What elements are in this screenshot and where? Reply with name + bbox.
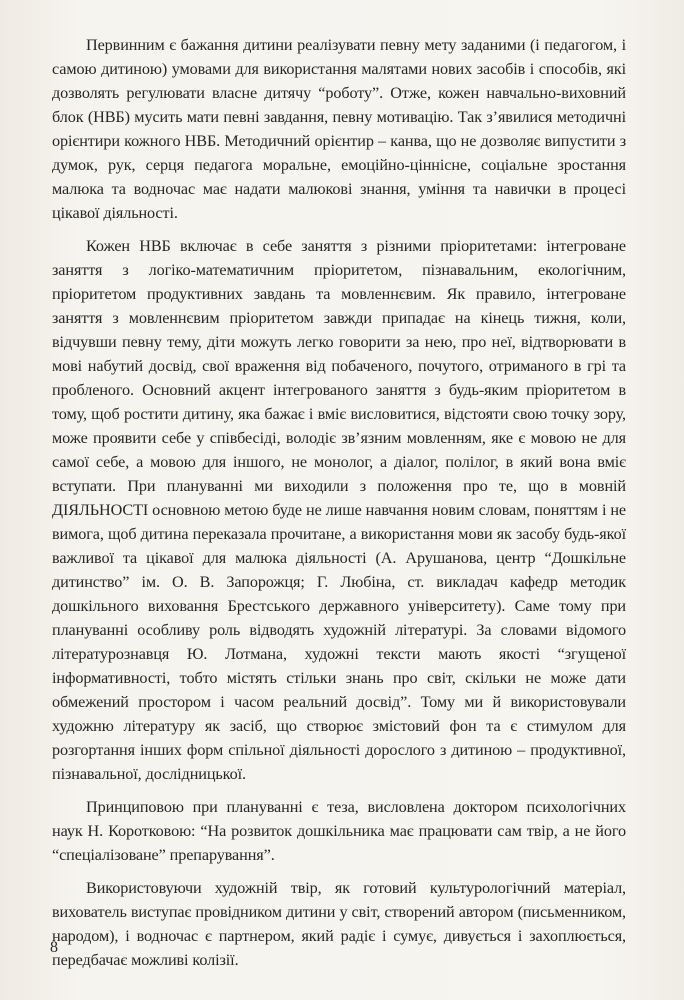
paragraph-1: Первинним є бажання дитини реалізувати певну мету заданими (і педагогом, і самою дитиною) умовами для використання малятами нових засобів і способів, які дозволять регулювати власне дитячу “роботу”. Отже, кожен навчально-виховний блок (НВБ) мусить мати певні завдання, певну мотивацію. Так з’явилися методичні орієнтири кожного НВБ. Методичний орієнтир – канва, що не дозволяє випустити з думок, рук, серця педагога моральне, емоційно-ціннісне, соціальне зростання малюка та водночас має надати малюкові знання, уміння та навички в процесі цікавої діяльності. [52,36,626,222]
page-number: 8 [50,939,58,956]
paragraph-4: Використовуючи художній твір, як готовий культурологічний матеріал, вихователь виступає провідником дитини у світ, створений автором (письменником, народом), і водночас є партнером, який радіє і сумує, дивується і захоплюється, передбачає можливі колізії. [52,879,626,969]
paragraph-3: Принциповою при плануванні є теза, висловлена доктором психологічних наук Н. Коротковою: “На розвиток дошкільника має працювати сам твір, а не його “спеціалізоване” препарування”. [52,798,626,864]
paragraph-2: Кожен НВБ включає в себе заняття з різними пріоритетами: інтегроване заняття з логіко-математичним пріоритетом, пізнавальним, екологічним, пріоритетом продуктивних завдань та мовленнєвим. Як правило, інтегроване заняття з мовленнєвим пріоритетом завжди припадає на кінець тижня, коли, відчувши певну тему, діти можуть легко говорити за нею, про неї, відтворювати в мові набутий досвід, свої враження від побаченого, почутого, отриманого в грі та пробленого. Основний акцент інтегрованого заняття з будь-яким пріоритетом в тому, щоб ростити дитину, яка бажає і вміє висловитися, відстояти свою точку зору, може проявити себе у співбесіді, володіє зв’язним мовленням, яке є мовою не для самої себе, а мовою для іншого, не монолог, а діалог, полілог, в який вона вміє вступати. При плануванні ми виходили з положення про те, що в мовній ДІЯЛЬНОСТІ основною метою буде не лише навчання новим словам, поняттям і не вимога, щоб дитина переказала прочитане, а використання мови як засобу будь-якої важливої та цікавої для малюка діяльності (А. Арушанова, центр “Дошкільне дитинство” ім. О. В. Запорожця; Г. Любіна, ст. викладач кафедр методик дошкільного виховання Брестського державного університету). Саме тому при плануванні особливу роль відводять художній літературі. За словами відомого літературознавця Ю. Лотмана, художні тексти мають якості “згущеної інформативності, тобто містять стільки знань про світ, скільки не може дати обмежений простором і часом реальний досвід”. Тому ми й використовували художню літературу як засіб, що створює змістовий фон та є стимулом для розгортання інших форм спільної діяльності дорослого з дитиною – продуктивної, пізнавальної, дослідницької. [52,237,626,783]
